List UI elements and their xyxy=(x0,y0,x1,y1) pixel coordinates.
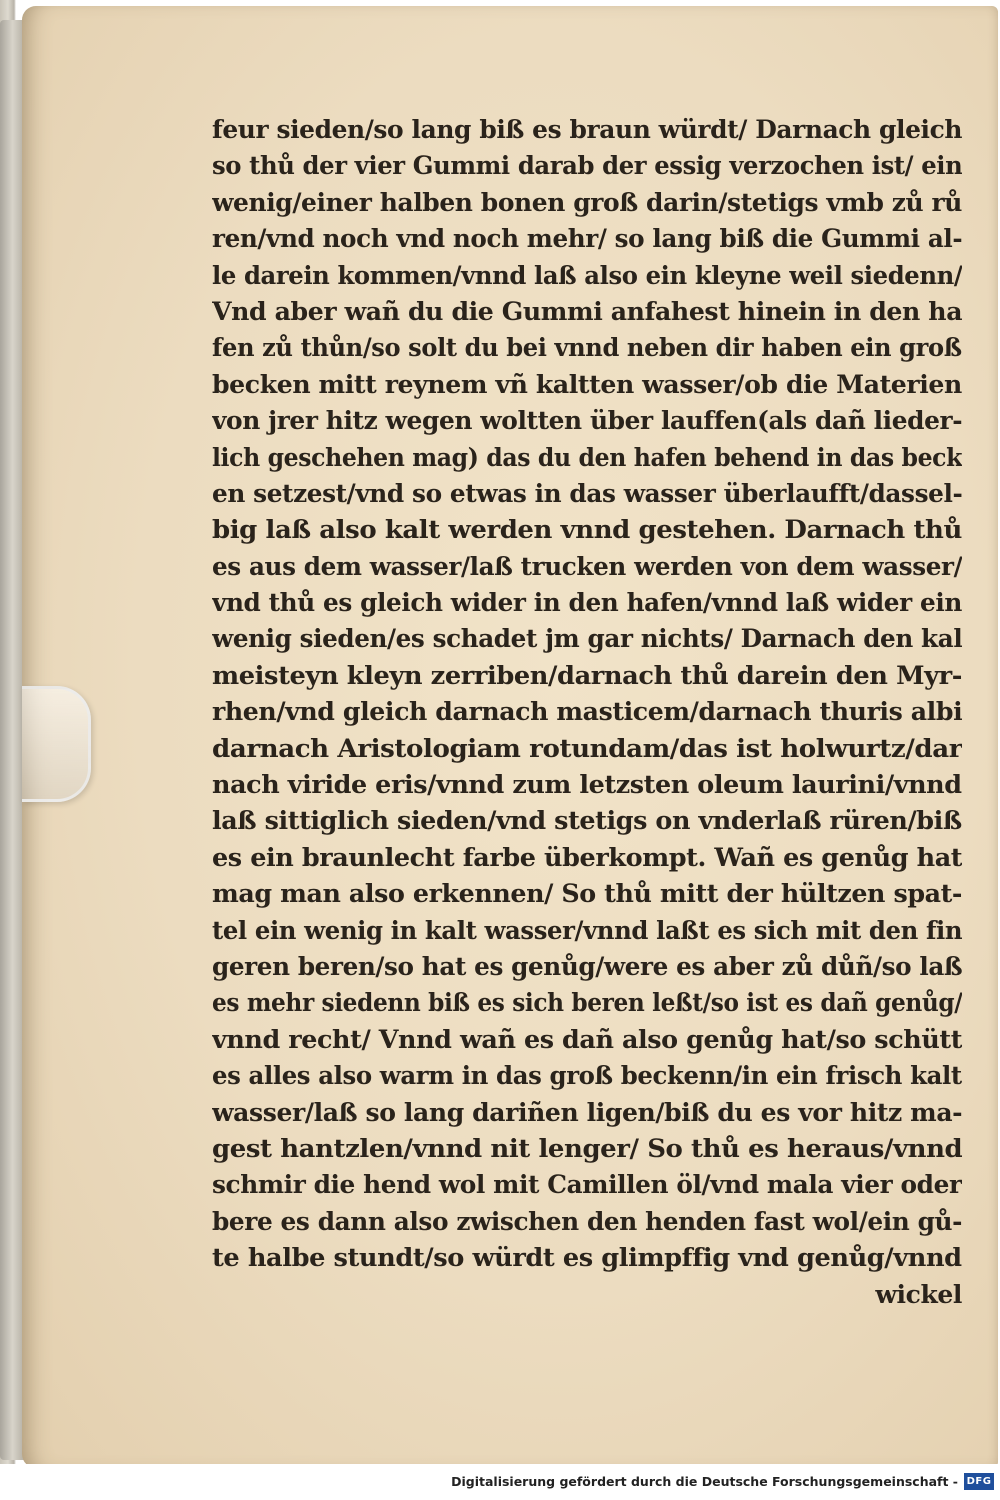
text-line: en setzest/vnd so etwas in das wasser überlaufft/dassel- xyxy=(212,478,962,508)
text-line: es mehr siedenn biß es sich beren leßt/so ist es dañ genůg/ xyxy=(212,988,962,1018)
book-page xyxy=(22,6,998,1468)
text-line: mag man also erkennen/ So thů mitt der hültzen spat- xyxy=(212,879,962,909)
text-line: darnach Aristologiam rotundam/das ist holwurtz/dar xyxy=(212,733,962,763)
text-line: laß sittiglich sieden/vnd stetigs on vnderlaß rüren/biß xyxy=(212,806,962,836)
text-line: wenig sieden/es schadet jm gar nichts/ Darnach den kal xyxy=(212,624,962,654)
text-line: gest hantzlen/vnnd nit lenger/ So thů es heraus/vnnd xyxy=(212,1133,962,1163)
text-line: wenig/einer halben bonen groß darin/stetigs vmb zů rů xyxy=(212,187,962,217)
text-line: te halbe stundt/so würdt es glimpffig vnd genůg/vnnd xyxy=(212,1243,962,1273)
text-line: tel ein wenig in kalt wasser/vnnd laßt es sich mit den fin xyxy=(212,915,962,945)
text-line: ren/vnd noch vnd noch mehr/ so lang biß die Gummi al- xyxy=(212,224,962,254)
text-line: vnd thů es gleich wider in den hafen/vnnd laß wider ein xyxy=(212,588,962,618)
text-line: so thů der vier Gummi darab der essig verzochen ist/ ein xyxy=(212,151,962,181)
text-line: becken mitt reynem vñ kaltten wasser/ob die Materien xyxy=(212,369,962,399)
text-line: wasser/laß so lang dariñen ligen/biß du es vor hitz ma- xyxy=(212,1097,962,1127)
text-line: meisteyn kleyn zerriben/darnach thů darein den Myr- xyxy=(212,660,962,690)
text-line: fen zů thůn/so solt du bei vnnd neben dir haben ein groß xyxy=(212,333,962,363)
page-clip xyxy=(22,686,91,802)
text-line: nach viride eris/vnnd zum letzsten oleum laurini/vnnd xyxy=(212,770,962,800)
text-line: es alles also warm in das groß beckenn/in ein frisch kalt xyxy=(212,1061,962,1091)
dfg-logo-icon: DFG xyxy=(964,1473,994,1490)
text-line: le darein kommen/vnnd laß also ein kleyne weil siedenn/ xyxy=(212,260,962,290)
catchword: wickel xyxy=(875,1279,962,1309)
text-line: geren beren/so hat es genůg/were es aber zů důñ/so laß xyxy=(212,951,962,981)
funding-notice: Digitalisierung gefördert durch die Deutsche Forschungsgemeinschaft - xyxy=(451,1474,958,1489)
text-line: Vnd aber wañ du die Gummi anfahest hinein in den ha xyxy=(212,296,962,326)
footer-bar xyxy=(0,1464,1000,1500)
text-line: rhen/vnd gleich darnach masticem/darnach thuris albi xyxy=(212,697,962,727)
page-text xyxy=(212,112,962,1313)
text-line: von jrer hitz wegen woltten über lauffen(als dañ lieder- xyxy=(212,406,962,436)
text-line: lich geschehen mag) das du den hafen behend in das beck xyxy=(212,442,962,472)
text-line: bere es dann also zwischen den henden fast wol/ein gů- xyxy=(212,1206,962,1236)
text-line: feur sieden/so lang biß es braun würdt/ Darnach gleich xyxy=(212,115,962,144)
text-line: vnnd recht/ Vnnd wañ es dañ also genůg hat/so schütt xyxy=(212,1024,962,1054)
text-line: schmir die hend wol mit Camillen öl/vnd mala vier oder xyxy=(212,1170,962,1200)
text-line: es ein braunlecht farbe überkompt. Wañ es genůg hat xyxy=(212,842,962,872)
text-line: es aus dem wasser/laß trucken werden von dem wasser/ xyxy=(212,551,962,581)
text-line: big laß also kalt werden vnnd gestehen. Darnach thů xyxy=(212,515,962,545)
